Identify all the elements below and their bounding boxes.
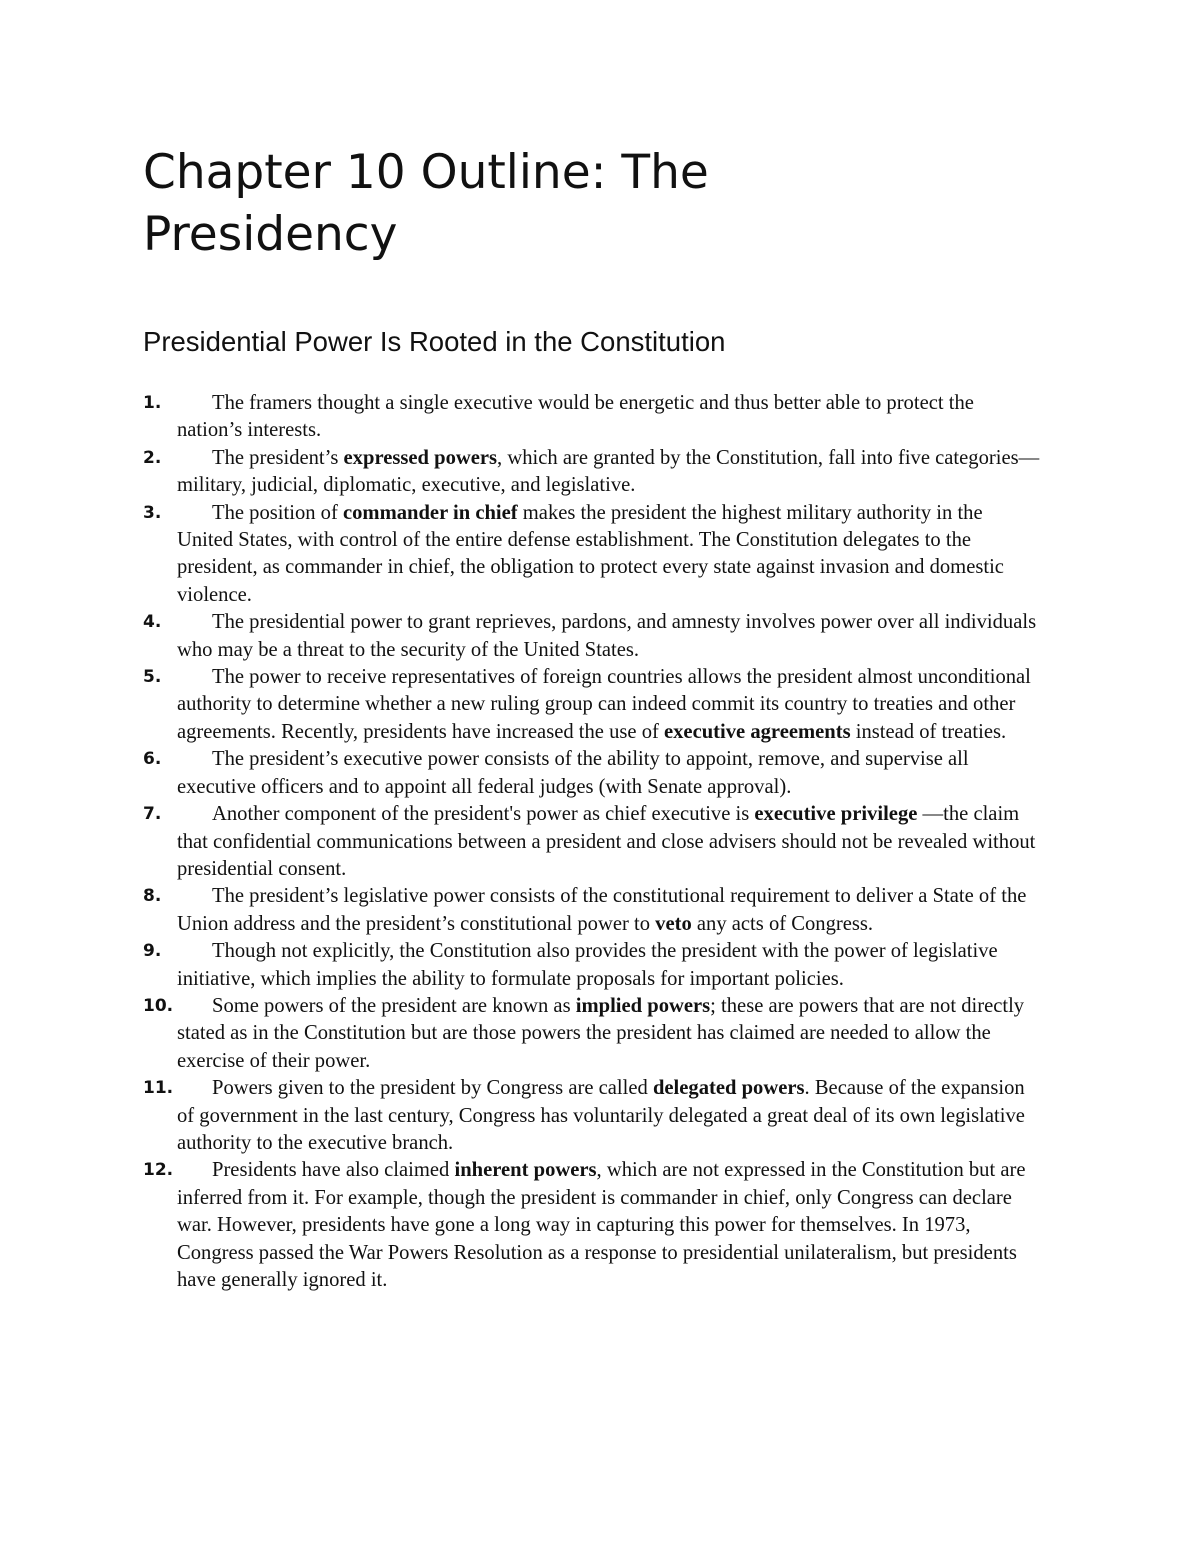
text-segment: any acts of Congress. bbox=[691, 912, 874, 935]
list-item-number: 10. bbox=[143, 995, 174, 1016]
list-item bbox=[143, 500, 1043, 610]
list-item-text bbox=[177, 390, 1043, 445]
key-term: executive privilege bbox=[754, 803, 918, 826]
list-item-number: 11. bbox=[143, 1078, 174, 1099]
list-item-number: 2. bbox=[143, 447, 162, 468]
list-item-number: 7. bbox=[143, 804, 162, 825]
key-term: inherent powers bbox=[454, 1159, 597, 1182]
text-segment: The president’s executive power consists of the ability to appoint, remove, and supervise all executive officers and to appoint all federal judges (with Senate approval). bbox=[177, 748, 969, 798]
list-item-number: 9. bbox=[143, 941, 162, 962]
list-item bbox=[143, 938, 1043, 993]
list-item bbox=[143, 993, 1043, 1075]
text-segment: Some powers of the president are known as bbox=[212, 994, 576, 1017]
text-segment: . Because of the expansion of government in the last century, Congress has voluntarily delegated a great deal of its own legislative authority to the executive branch. bbox=[177, 1077, 1025, 1154]
list-item-number: 8. bbox=[143, 886, 162, 907]
text-segment: , which are granted by the Constitution, fall into five categories—military, judicial, diplomatic, executive, and legislative. bbox=[177, 446, 1040, 497]
list-item-text bbox=[177, 664, 1043, 746]
list-item bbox=[143, 445, 1043, 500]
list-item bbox=[143, 390, 1043, 445]
page-title-line-1: Chapter 10 Outline: The bbox=[143, 145, 709, 200]
text-segment: makes the president the highest military authority in the United States, with control of the entire defense establishment. The Constitution delegates to the president, as commander in chief, the obligation to protect every state against invasion and domestic violence. bbox=[177, 501, 1004, 606]
outline-list bbox=[143, 390, 1043, 1294]
list-item-number: 12. bbox=[143, 1160, 174, 1181]
text-segment: Another component of the president's power as chief executive is bbox=[212, 803, 755, 826]
text-segment: The president’s bbox=[212, 446, 344, 469]
list-item-number: 6. bbox=[143, 749, 162, 770]
list-item-number: 1. bbox=[143, 393, 162, 413]
key-term: implied powers bbox=[575, 994, 711, 1017]
key-term: executive agreements bbox=[664, 720, 851, 743]
list-item bbox=[143, 1075, 1043, 1157]
list-item bbox=[143, 883, 1043, 938]
key-term: commander in chief bbox=[342, 501, 518, 524]
list-item-number: 3. bbox=[143, 502, 162, 523]
text-segment: Powers given to the president by Congress are called bbox=[212, 1077, 653, 1100]
key-term: veto bbox=[655, 912, 692, 935]
text-segment: —the claim that confidential communications between a president and close advisers should not be revealed without presidential consent. bbox=[177, 803, 1036, 880]
page-title-line-2: Presidency bbox=[143, 207, 398, 262]
list-item-text bbox=[177, 801, 1043, 883]
list-item-text bbox=[177, 445, 1043, 500]
list-item-number: 4. bbox=[143, 612, 162, 633]
text-segment: The president’s legislative power consists of the constitutional requirement to deliver a State of the Union address and the president’s constitutional power to bbox=[177, 885, 1027, 935]
list-item bbox=[143, 801, 1043, 883]
list-item-text bbox=[177, 1075, 1043, 1157]
list-item-text bbox=[177, 746, 1043, 801]
text-segment: Presidents have also claimed bbox=[212, 1159, 455, 1182]
text-segment: Though not explicitly, the Constitution also provides the president with the power of legislative initiative, which implies the ability to formulate proposals for important policies. bbox=[177, 940, 998, 990]
list-item bbox=[143, 664, 1043, 746]
key-term: expressed powers bbox=[343, 446, 498, 469]
list-item-text bbox=[177, 1157, 1043, 1294]
text-segment: The position of bbox=[212, 501, 343, 524]
text-segment: ; these are powers that are not directly stated as in the Constitution but are those powers the president has claimed are needed to allow the exercise of their power. bbox=[177, 994, 1025, 1072]
text-segment: , which are not expressed in the Constitution but are inferred from it. For example, though the president is commander in chief, only Congress can declare war. However, presidents have gone a long way in capturing this power for themselves. In 1973, Congress passed the War Powers Resolution as a response to presidential unilateralism, but presidents have generally ignored it. bbox=[177, 1159, 1026, 1291]
key-term: delegated powers bbox=[652, 1077, 805, 1100]
text-segment: instead of treaties. bbox=[850, 720, 1007, 743]
list-item bbox=[143, 609, 1043, 664]
text-segment: The framers thought a single executive would be energetic and thus better able to protect the nation’s interests. bbox=[177, 392, 974, 442]
text-segment: The presidential power to grant reprieves, pardons, and amnesty involves power over all individuals who may be a threat to the security of the United States. bbox=[177, 611, 1037, 661]
list-item-text bbox=[177, 609, 1043, 664]
list-item-text bbox=[177, 938, 1043, 993]
list-item bbox=[143, 1157, 1043, 1294]
page-title bbox=[143, 142, 1043, 266]
list-item-text bbox=[177, 500, 1043, 610]
list-item-number: 5. bbox=[143, 667, 162, 688]
text-segment: The power to receive representatives of foreign countries allows the president almost unconditional authority to determine whether a new ruling group can indeed commit its country to treaties and other agreements. Recently, presidents have increased the use of bbox=[177, 666, 1031, 743]
list-item-text bbox=[177, 883, 1043, 938]
section-heading: Presidential Power Is Rooted in the Constitution bbox=[143, 326, 726, 357]
list-item-text bbox=[177, 993, 1043, 1075]
list-item bbox=[143, 746, 1043, 801]
